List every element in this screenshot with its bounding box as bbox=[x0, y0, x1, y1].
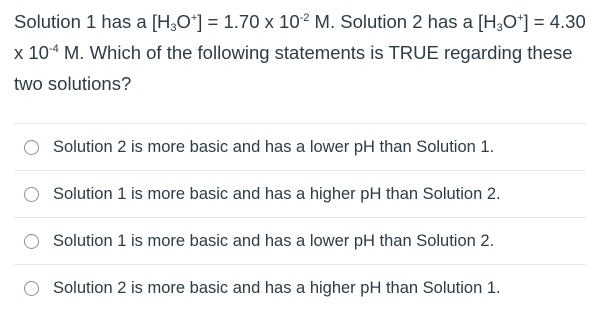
answer-option-2[interactable] bbox=[14, 170, 586, 217]
answer-label[interactable]: Solution 1 is more basic and has a lower pH than Solution 2. bbox=[53, 231, 495, 250]
answer-option-3[interactable] bbox=[14, 217, 586, 264]
question-part: M. Which of the following statements is TRUE regarding these two solutions? bbox=[14, 42, 573, 94]
question-part: M. Solution 2 has a [H bbox=[309, 11, 497, 32]
subscript: 3 bbox=[170, 22, 177, 34]
answer-list bbox=[14, 123, 586, 311]
question-part: O bbox=[176, 11, 191, 32]
question-part: ] = 4.30 x 10 bbox=[14, 11, 586, 63]
superscript: -4 bbox=[48, 43, 59, 55]
answer-label[interactable]: Solution 2 is more basic and has a lower pH than Solution 1. bbox=[53, 137, 495, 156]
question-part: Solution 1 has a [H bbox=[14, 11, 171, 32]
subscript: 3 bbox=[496, 22, 503, 34]
superscript: + bbox=[190, 12, 198, 24]
superscript: -2 bbox=[299, 12, 310, 24]
radio-button[interactable] bbox=[24, 234, 39, 249]
answer-label[interactable]: Solution 2 is more basic and has a higher pH than Solution 1. bbox=[53, 278, 501, 297]
answer-option-4[interactable] bbox=[14, 264, 586, 311]
question-part: O bbox=[502, 11, 518, 32]
radio-button[interactable] bbox=[24, 281, 39, 296]
superscript: + bbox=[517, 12, 524, 24]
radio-button[interactable] bbox=[24, 187, 39, 202]
question-text bbox=[14, 6, 594, 99]
answer-option-1[interactable] bbox=[14, 123, 586, 170]
answer-label[interactable]: Solution 1 is more basic and has a higher pH than Solution 2. bbox=[53, 184, 501, 203]
question-part: ] = 1.70 x 10 bbox=[197, 11, 300, 32]
radio-button[interactable] bbox=[24, 140, 39, 155]
